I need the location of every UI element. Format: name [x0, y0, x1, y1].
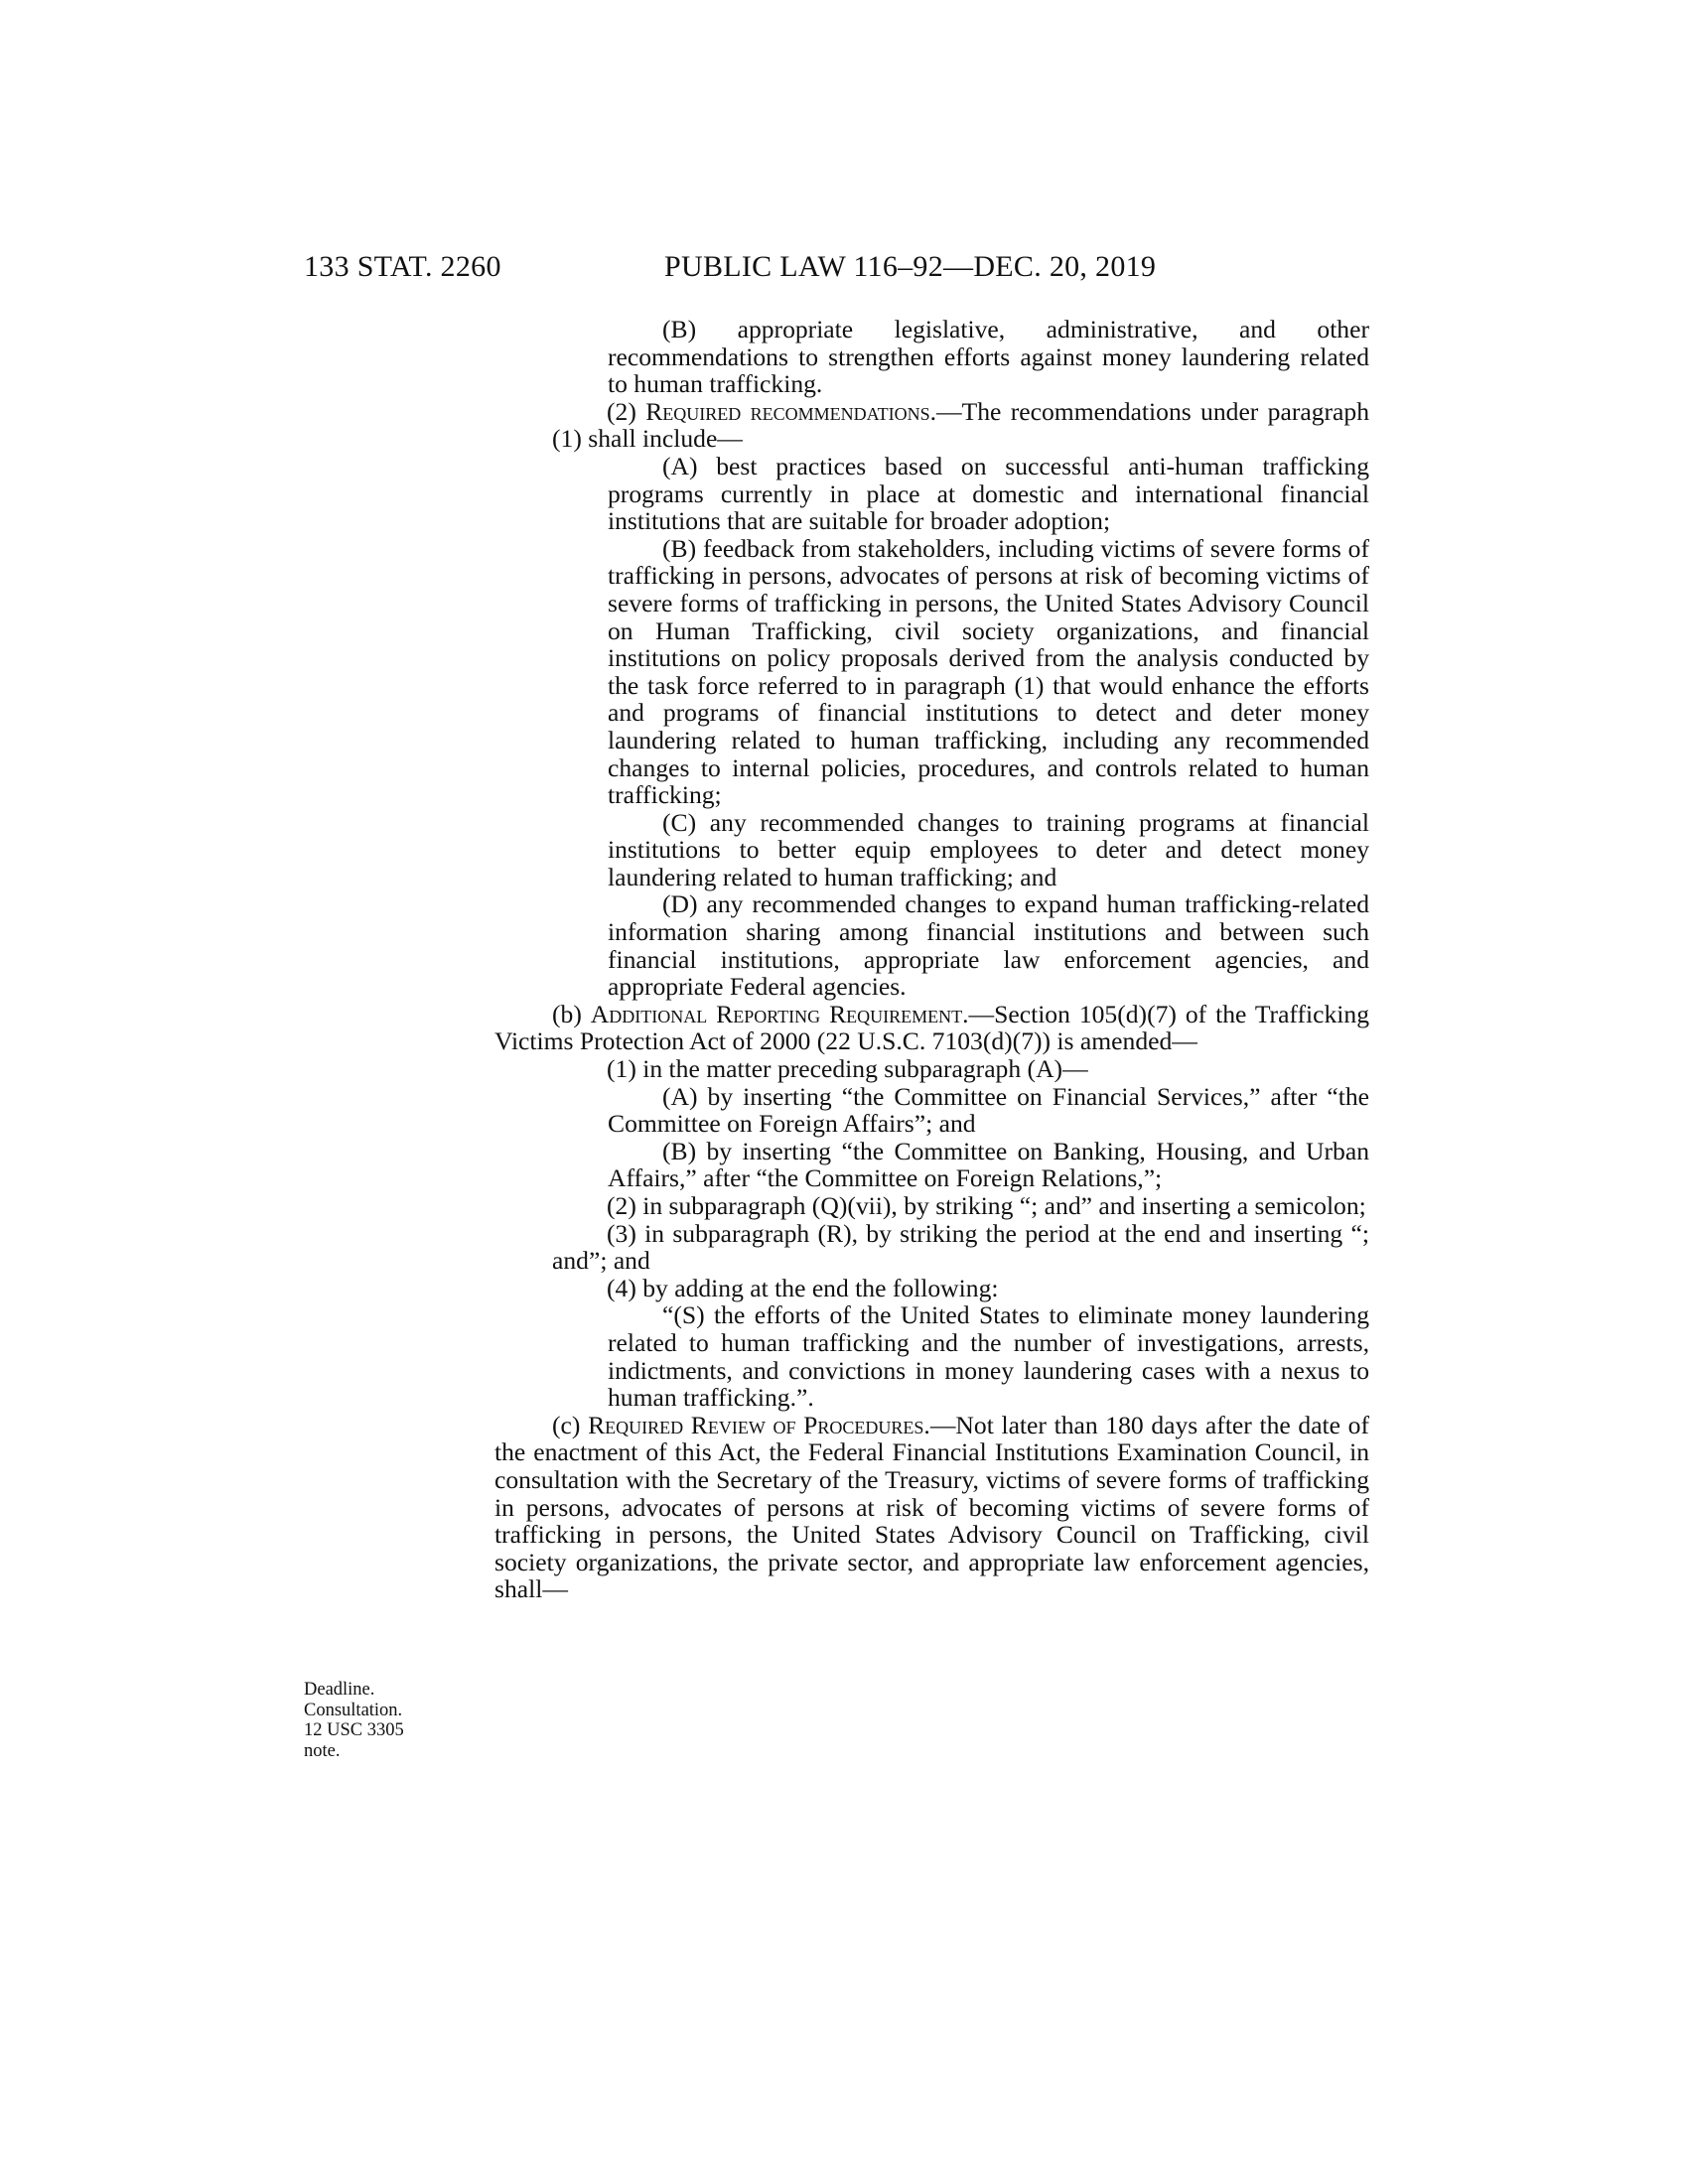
inserted-subparagraph-s: “(S) the efforts of the United States to eliminate money laundering related to human trafficking and the number of investigations, arrests, indictments, and convictions in money laundering cases with a nexus to human trafficking.”.: [608, 1300, 1369, 1413]
subparagraph-b-1-a: (A) by inserting “the Committee on Financial Services,” after “the Committee on Foreign Affairs”; and: [608, 1081, 1369, 1139]
statute-text: [494, 316, 1369, 1603]
paragraph-2: [494, 398, 1369, 453]
subparagraph-b-1-b: (B) by inserting “the Committee on Banking, Housing, and Urban Affairs,” after “the Committee on Foreign Relations,”;: [608, 1136, 1369, 1193]
paragraph-heading: Required recommendations: [645, 396, 930, 426]
paragraph-b-2: (2) in subparagraph (Q)(vii), by striking “; and” and inserting a semicolon;: [607, 1191, 1366, 1220]
subsection-heading: Required Review of Procedures: [588, 1410, 924, 1439]
subparagraph-2-b: (B) feedback from stakeholders, including victims of severe forms of trafficking in persons, advocates of persons at risk of becoming victims of severe forms of trafficking in persons, the United States Advisory Council on Human Trafficking, civil society organizations, and financial institutions on policy proposals derived from the analysis conducted by the task force referred to in paragraph (1) that would enhance the efforts and programs of financial institutions to detect and deter money laundering related to human trafficking, including any recommended changes to internal policies, procedures, and controls related to human trafficking;: [608, 533, 1369, 810]
margin-note: [304, 1680, 433, 1761]
subparagraph-1-b: (B) appropriate legislative, administrative, and other recommendations to strengthen efforts against money laundering related to human trafficking.: [608, 315, 1369, 399]
paragraph-text: .—The recommendations under paragraph (1) shall include—: [552, 396, 1369, 454]
subsection-number: (c): [552, 1410, 589, 1439]
paragraph-b-3: (3) in subparagraph (R), by striking the period at the end and inserting “; and”; and: [552, 1218, 1369, 1276]
subsection-b: [494, 1001, 1369, 1055]
margin-note-line: note.: [304, 1740, 341, 1761]
subparagraph-2-c: (C) any recommended changes to training programs at financial institutions to better equip employees to deter and detect money laundering related to human trafficking; and: [608, 807, 1369, 891]
subsection-heading: Additional Reporting Requirement: [590, 999, 963, 1028]
paragraph-b-4: (4) by adding at the end the following:: [607, 1273, 999, 1302]
subparagraph-2-d: (D) any recommended changes to expand human trafficking-related information sharing among financial institutions and between such financial institutions, appropriate law enforcement agencies, and appropriate Federal agencies.: [608, 889, 1369, 1002]
subsection-c: [494, 1412, 1369, 1603]
subsection-number: (b): [552, 999, 591, 1028]
paragraph-number: (2): [607, 396, 646, 426]
margin-note-line: Deadline.: [304, 1680, 375, 1700]
running-header: PUBLIC LAW 116–92—DEC. 20, 2019: [664, 250, 1157, 283]
margin-note-line: Consultation.: [304, 1700, 403, 1720]
subparagraph-2-a: (A) best practices based on successful anti-human trafficking programs currently in place at domestic and international financial institutions that are suitable for broader adoption;: [608, 451, 1369, 536]
subsection-text: .—Section 105(d)(7) of the Trafficking Victims Protection Act of 2000 (22 U.S.C. 7103(d)(7)) is amended—: [494, 999, 1369, 1056]
paragraph-b-1: (1) in the matter preceding subparagraph (A)—: [607, 1054, 1088, 1084]
subsection-text: .—Not later than 180 days after the date of the enactment of this Act, the Federal Financial Institutions Examination Council, in consultation with the Secretary of the Treasury, victims of severe forms of trafficking in persons, advocates of persons at risk of becoming victims of severe forms of trafficking in persons, the United States Advisory Council on Trafficking, civil society organizations, the private sector, and appropriate law enforcement agencies, shall—: [494, 1410, 1369, 1604]
margin-note-line: 12 USC 3305: [304, 1720, 404, 1740]
page-citation: 133 STAT. 2260: [304, 250, 501, 283]
